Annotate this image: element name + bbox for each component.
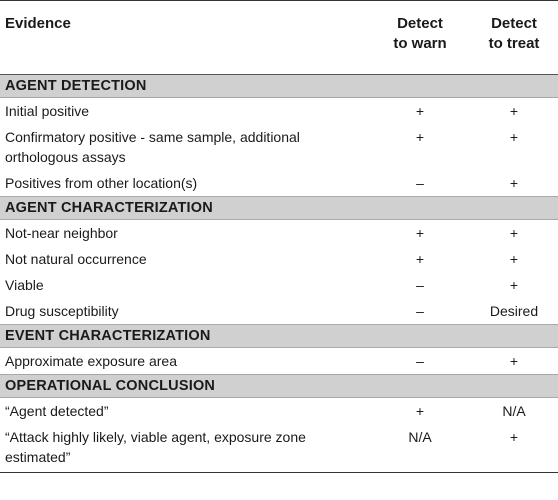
evidence-cell: Drug susceptibility — [5, 303, 119, 319]
detect-to-treat-cell: + — [509, 353, 519, 369]
detect-to-treat-cell: + — [509, 225, 519, 241]
detect-to-warn-cell: N/A — [370, 424, 470, 473]
table-row — [0, 424, 558, 473]
detect-to-treat-cell: + — [509, 103, 519, 119]
header-evidence-label: Evidence — [5, 15, 71, 32]
detect-to-warn-cell: – — [416, 277, 424, 293]
table-row — [0, 348, 558, 375]
header-evidence — [0, 1, 370, 75]
detect-to-warn-cell: + — [415, 225, 425, 241]
table-header — [0, 1, 558, 75]
detect-to-warn-cell: + — [415, 403, 425, 419]
detect-to-treat-cell: Desired — [489, 303, 539, 319]
table-row — [0, 246, 558, 272]
section-title: AGENT DETECTION — [0, 75, 558, 98]
section-title: AGENT CHARACTERIZATION — [0, 197, 558, 220]
table-row — [0, 124, 558, 170]
header-detect-to-warn-line1: Detect — [397, 15, 443, 32]
detect-to-treat-cell: + — [470, 424, 558, 473]
table-row — [0, 220, 558, 247]
evidence-cell: Approximate exposure area — [5, 353, 177, 369]
detect-to-warn-cell: – — [416, 175, 424, 191]
detect-to-warn-cell: + — [415, 129, 425, 145]
evidence-cell: Viable — [5, 277, 44, 293]
section-header-row — [0, 325, 558, 348]
table-row — [0, 298, 558, 325]
evidence-cell: Confirmatory positive - same sample, additional orthologous assays — [5, 129, 300, 165]
section-header-row — [0, 75, 558, 98]
header-detect-to-warn-line2: to warn — [393, 35, 447, 52]
detect-to-treat-cell: + — [509, 175, 519, 191]
detect-to-treat-cell: + — [509, 277, 519, 293]
section-title: EVENT CHARACTERIZATION — [0, 325, 558, 348]
header-detect-to-treat-line1: Detect — [491, 15, 537, 32]
evidence-cell: Initial positive — [5, 103, 90, 119]
table-row — [0, 170, 558, 197]
section-header-row — [0, 375, 558, 398]
header-detect-to-treat — [470, 1, 558, 75]
section-title: OPERATIONAL CONCLUSION — [0, 375, 558, 398]
detect-to-treat-cell: + — [509, 129, 519, 145]
detect-to-warn-cell: + — [415, 103, 425, 119]
section-header-row — [0, 197, 558, 220]
table-row — [0, 272, 558, 298]
table-body — [0, 75, 558, 473]
evidence-cell: Not natural occurrence — [5, 251, 147, 267]
table-row — [0, 398, 558, 425]
evidence-cell: “Agent detected” — [5, 403, 109, 419]
evidence-cell: Positives from other location(s) — [5, 175, 198, 191]
header-detect-to-warn — [370, 1, 470, 75]
detect-to-warn-cell: – — [416, 303, 424, 319]
detect-to-warn-cell: – — [416, 353, 424, 369]
evidence-cell: Not-near neighbor — [5, 225, 118, 241]
header-detect-to-treat-line2: to treat — [488, 35, 540, 52]
detect-to-treat-cell: + — [509, 251, 519, 267]
header-row — [0, 1, 558, 75]
detect-to-treat-cell: N/A — [502, 403, 526, 419]
detect-to-warn-cell: + — [415, 251, 425, 267]
table-row — [0, 98, 558, 125]
evidence-cell: “Attack highly likely, viable agent, exposure zone estimated” — [0, 424, 370, 473]
